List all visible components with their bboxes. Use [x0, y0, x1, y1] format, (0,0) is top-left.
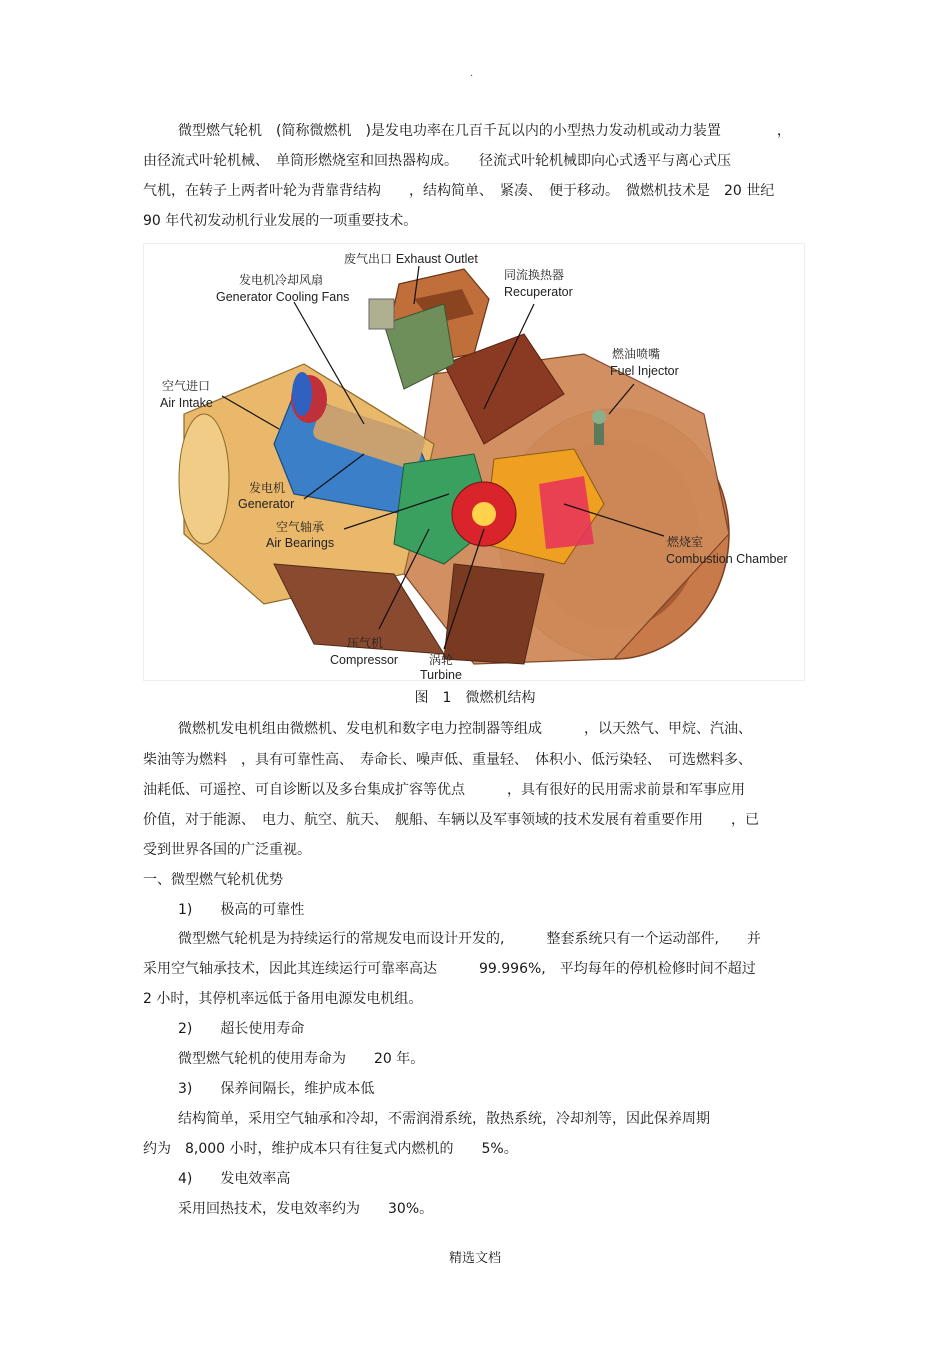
- page-footer: 精选文档: [448, 1251, 501, 1266]
- label-intake-en: Air Intake: [160, 396, 213, 410]
- label-turb-cn: 涡轮: [429, 653, 454, 667]
- label-intake-cn: 空气进口: [162, 379, 211, 393]
- label-gen-en: Generator: [238, 497, 295, 511]
- item-4-heading: 4) 发电效率高: [178, 1171, 291, 1187]
- label-exhaust: 废气出口 Exhaust Outlet: [344, 252, 478, 266]
- item-1-line-3: 2 小时，其停机率远低于备用电源发电机组。: [143, 991, 423, 1007]
- body-line-3: 油耗低、可遥控、可自诊断以及多台集成扩容等优点 ，具有很好的民用需求前景和军事应用: [143, 782, 745, 798]
- label-comp-cn: 压气机: [347, 636, 384, 650]
- item-3-line-2: 约为 8,000 小时，维护成本只有往复式内燃机的 5%。: [143, 1141, 518, 1157]
- label-fuel-en: Fuel Injector: [610, 364, 679, 378]
- item-1-line-2: 采用空气轴承技术，因此其连续运行可靠率高达 99.996%, 平均每年的停机检修时间不超过: [143, 961, 756, 977]
- body-line-1: 微燃机发电机组由微燃机、发电机和数字电力控制器等组成 ，以天然气、甲烷、汽油、: [178, 721, 752, 737]
- section-heading: 一、微型燃气轮机优势: [143, 872, 283, 888]
- microturbine-figure: [143, 243, 805, 681]
- intro-line-3: 气机，在转子上两者叶轮为背靠背结构 ，结构简单、 紧凑、 便于移动。 微燃机技术是 20 世纪: [143, 183, 775, 199]
- turbine-hub: [472, 502, 496, 526]
- microturbine-diagram: [144, 244, 804, 680]
- label-comb-cn: 燃烧室: [667, 535, 704, 549]
- label-recup-cn: 同流换热器: [504, 268, 565, 282]
- label-turb-en: Turbine: [420, 668, 462, 680]
- item-4-line-1: 采用回热技术，发电效率约为 30%。: [178, 1201, 434, 1217]
- generator-fan: [292, 372, 312, 416]
- label-fans-cn: 发电机冷却风扇: [239, 273, 324, 287]
- item-3-heading: 3) 保养间隔长，维护成本低: [178, 1081, 375, 1097]
- label-gen-cn: 发电机: [249, 481, 286, 495]
- intro-line-4: 90 年代初发动机行业发展的一项重要技术。: [143, 213, 418, 229]
- page-marker: .: [470, 68, 474, 79]
- intro-line-1: 微型燃气轮机 (简称微燃机 )是发电功率在几百千瓦以内的小型热力发动机或动力装置 ，: [178, 123, 791, 139]
- item-2-line-1: 微型燃气轮机的使用寿命为 20 年。: [178, 1051, 425, 1067]
- label-recup-en: Recuperator: [504, 285, 573, 299]
- item-1-heading: 1) 极高的可靠性: [178, 902, 305, 918]
- intro-line-2: 由径流式叶轮机械、 单筒形燃烧室和回热器构成。 径流式叶轮机械即向心式透平与离心式压: [143, 153, 731, 169]
- cooling-fan-part: [369, 299, 394, 329]
- label-bearing-cn: 空气轴承: [276, 520, 325, 534]
- label-comb-en: Combustion Chamber: [666, 552, 788, 566]
- body-line-5: 受到世界各国的广泛重视。: [143, 842, 311, 858]
- item-3-line-1: 结构简单，采用空气轴承和冷却，不需润滑系统，散热系统，冷却剂等，因此保养周期: [178, 1111, 710, 1127]
- body-line-4: 价值，对于能源、 电力、航空、航天、 舰船、车辆以及军事领域的技术发展有着重要作用 ，已: [143, 812, 759, 828]
- label-fans-en: Generator Cooling Fans: [216, 290, 350, 304]
- air-intake-opening: [179, 414, 229, 544]
- item-1-line-1: 微型燃气轮机是为持续运行的常规发电而设计开发的, 整套系统只有一个运动部件, 并: [178, 931, 761, 947]
- fuel-injector-tip: [592, 410, 606, 424]
- label-bearing-en: Air Bearings: [266, 536, 335, 550]
- figure-caption: 图 1 微燃机结构: [414, 690, 536, 706]
- body-line-2: 柴油等为燃料 ，具有可靠性高、 寿命长、噪声低、重量轻、 体积小、低污染轻、 可选燃料多、: [143, 752, 752, 768]
- label-fuel-cn: 燃油喷嘴: [612, 347, 661, 361]
- item-2-heading: 2) 超长使用寿命: [178, 1021, 305, 1037]
- label-comp-en: Compressor: [330, 653, 399, 667]
